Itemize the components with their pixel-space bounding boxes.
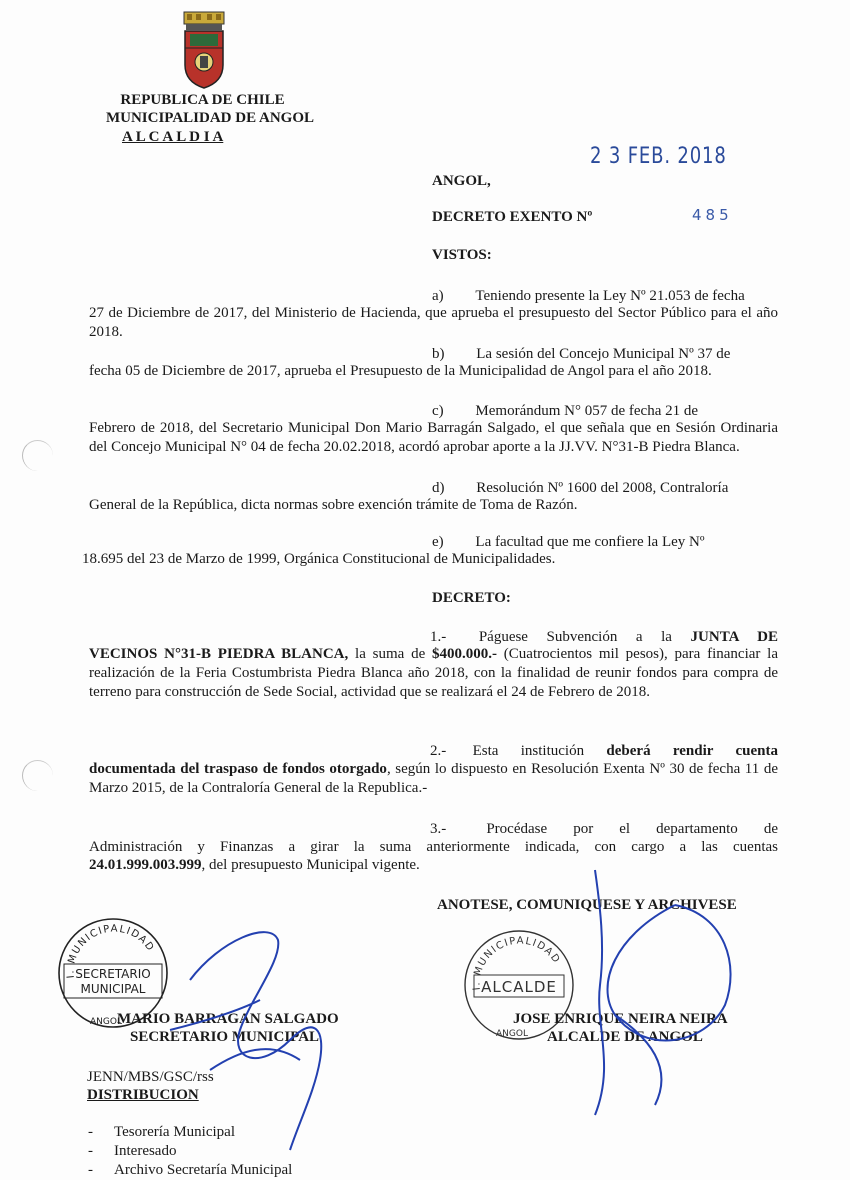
vistos-b-letter: b): [432, 346, 445, 362]
vistos-d-first: Resolución Nº 1600 del 2008, Contraloría: [476, 480, 729, 496]
p2-a: Esta institución: [472, 743, 607, 759]
punch-hole: [22, 760, 53, 791]
vistos-a-letter: a): [432, 288, 444, 304]
left-signer-title: SECRETARIO MUNICIPAL: [130, 1029, 320, 1045]
right-signer-name: JOSE ENRIQUE NEIRA NEIRA: [513, 1011, 728, 1027]
vistos-heading: VISTOS:: [432, 247, 492, 263]
left-signer-name: MARIO BARRAGAN SALGADO: [117, 1011, 339, 1027]
distribution-item: - Tesorería Municipal: [84, 1123, 292, 1142]
vistos-a-first: Teniendo presente la Ley Nº 21.053 de fecha: [475, 288, 745, 304]
initials-line: JENN/MBS/GSC/rss: [87, 1069, 214, 1085]
vistos-b-rest: fecha 05 de Diciembre de 2017, aprueba el Presupuesto de la Municipalidad de Angol para el año 2018.: [89, 363, 712, 379]
p1-a: Páguese Subvención a la: [478, 629, 691, 645]
p3-account: 24.01.999.003.999: [89, 857, 202, 873]
vistos-e-letter: e): [432, 534, 444, 550]
decree-label: DECRETO EXENTO Nº: [432, 209, 593, 225]
p1-b: JUNTA DE: [690, 629, 778, 645]
p2-d: , según lo dispuesto en Resolución Exenta Nº 30 de fecha 11 de Marzo 2015, de la Contraloría General de la Republica.-: [89, 761, 778, 796]
distribution-item: - Archivo Secretaría Municipal: [84, 1161, 292, 1180]
distribution-item: - Interesado: [84, 1142, 292, 1161]
city-line: ANGOL,: [432, 173, 491, 189]
decreto-p1-body: [89, 645, 778, 702]
distribution-heading: DISTRIBUCION: [87, 1087, 199, 1103]
p1-c: VECINOS N°31-B PIEDRA BLANCA,: [89, 646, 349, 662]
closing-line: ANOTESE, COMUNIQUESE Y ARCHIVESE: [437, 897, 737, 913]
vistos-e-first: La facultad que me confiere la Ley Nº: [475, 534, 705, 550]
seal-left-line1: SECRETARIO: [75, 967, 151, 981]
seal-left-city: ANGOL: [90, 1017, 122, 1027]
header-municipality: MUNICIPALIDAD DE ANGOL: [105, 110, 315, 126]
seal-right-city: ANGOL: [496, 1029, 528, 1039]
punch-hole: [22, 440, 53, 471]
decreto-p3-third: [89, 856, 778, 875]
p1-amount: $400.000.-: [432, 646, 498, 662]
vistos-c-first: Memorándum N° 057 de fecha 21 de: [475, 403, 699, 419]
header-country: REPUBLICA DE CHILE: [120, 92, 285, 108]
vistos-a-rest: 27 de Diciembre de 2017, del Ministerio de Hacienda, que aprueba el presupuesto del Sector Público para el año 2018.: [89, 305, 778, 340]
vistos-d-rest: General de la República, dicta normas sobre exención trámite de Toma de Razón.: [89, 497, 578, 513]
p1-f: (Cuatrocientos mil pesos), para: [497, 646, 701, 662]
decreto-p2-body: [89, 760, 778, 798]
p2-b: deberá rendir cuenta: [606, 743, 778, 759]
right-signer-title: ALCALDE DE ANGOL: [547, 1029, 703, 1045]
seal-left-line2: MUNICIPAL: [80, 982, 146, 996]
seal-left-ring: I. MUNICIPALIDAD: [65, 923, 157, 979]
seal-right-ring: I. MUNICIPALIDAD: [471, 935, 563, 991]
header-office: A L C A L D I A: [122, 129, 224, 145]
vistos-e-rest: 18.695 del 23 de Marzo de 1999, Orgánica Constitucional de Municipalidades.: [82, 551, 556, 567]
p1-rest: financiar la realización de la Feria Costumbrista Piedra Blanca año 2018, con la finalidad de reunir fondos para compra de terreno para construcción de Sede Social, actividad que se realizará el 24 de Febrero de 2018.: [89, 646, 779, 700]
distribution-list: [84, 1123, 292, 1180]
p1-d: la suma de: [348, 646, 433, 662]
p2-number: 2.-: [430, 743, 447, 759]
date-stamp: 2 3 FEB. 2018: [590, 144, 727, 169]
p2-c: documentada del traspaso de fondos otorgado: [89, 761, 387, 777]
decreto-p3-firstline: [430, 820, 778, 839]
seal-right-line1: ALCALDE: [481, 978, 557, 996]
vistos-b-first: La sesión del Concejo Municipal Nº 37 de: [476, 346, 731, 362]
p1-number: 1.-: [430, 629, 447, 645]
decree-number-stamp: 485: [692, 206, 733, 224]
p3-tail: , del presupuesto Municipal vigente.: [201, 857, 420, 873]
p3-first: Procédase por el departamento de: [486, 821, 779, 837]
decreto-p2-firstline: [430, 742, 778, 761]
vistos-d-letter: d): [432, 480, 445, 496]
decreto-p3-second: Administración y Finanzas a girar la suma anteriormente indicada, con cargo a las cuentas: [89, 839, 778, 855]
municipal-crest-logo: [180, 10, 228, 90]
vistos-c-letter: c): [432, 403, 444, 419]
vistos-c-rest: Febrero de 2018, del Secretario Municipal Don Mario Barragán Salgado, el que señala que en Sesión Ordinaria del Concejo Municipal N° 04 de fecha 20.02.2018, acordó aprobar aporte a la JJ.VV. N°31-B Piedra Blanca.: [89, 420, 778, 455]
decreto-heading: DECRETO:: [432, 590, 511, 606]
p3-number: 3.-: [430, 821, 447, 837]
